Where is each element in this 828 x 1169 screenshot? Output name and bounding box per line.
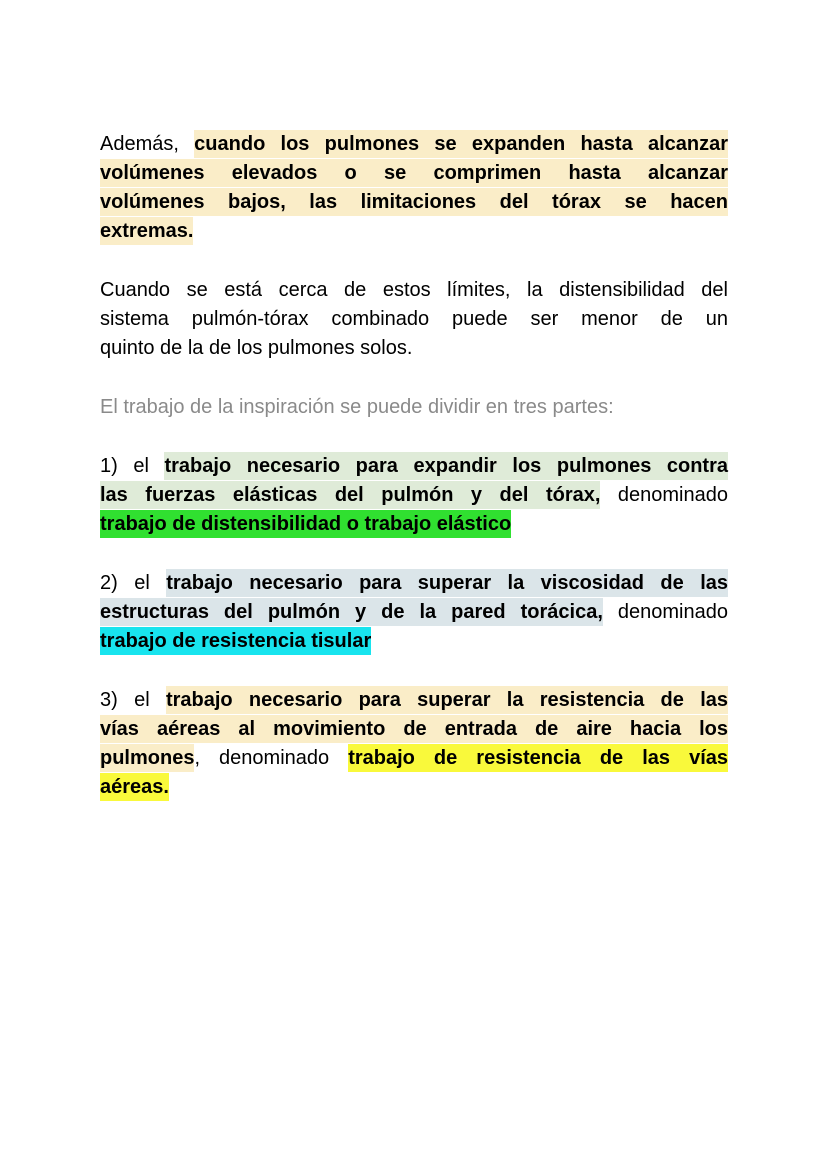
text-line <box>100 510 728 539</box>
text-segment: El trabajo de la inspiración se puede dividir en tres partes: <box>100 396 614 418</box>
text-line <box>100 393 728 422</box>
text-line <box>100 627 728 656</box>
text-line <box>100 305 728 334</box>
text-segment: 3) el <box>100 689 166 711</box>
text-segment: quinto de la de los pulmones solos. <box>100 337 413 359</box>
text-line <box>100 188 728 217</box>
text-line <box>100 569 728 598</box>
highlighted-text-palegreen: las fuerzas elásticas del pulmón y del tórax, <box>100 481 600 509</box>
text-segment: 2) el <box>100 572 167 594</box>
highlighted-text-cream: vías aéreas al movimiento de entrada de aire hacia los <box>100 715 728 743</box>
text-line <box>100 276 728 305</box>
highlighted-text-cream: extremas. <box>100 217 193 245</box>
text-segment: , denominado <box>194 747 349 769</box>
highlighted-text-cream: pulmones <box>100 744 194 772</box>
highlighted-text-cream: volúmenes elevados o se comprimen hasta alcanzar <box>100 159 728 187</box>
text-line <box>100 773 728 802</box>
list-item-3 <box>100 686 728 802</box>
text-line <box>100 217 728 246</box>
text-segment: Cuando se está cerca de estos límites, la distensibilidad del <box>100 279 728 301</box>
highlighted-text-cream: volúmenes bajos, las limitaciones del tórax se hacen <box>100 188 728 216</box>
text-segment: denominado <box>602 601 728 623</box>
highlighted-text-brightgreen: trabajo de distensibilidad o trabajo elástico <box>100 510 511 538</box>
text-line <box>100 159 728 188</box>
paragraph-intro-trabajo <box>100 393 728 422</box>
text-line <box>100 744 728 773</box>
highlighted-text-cyan: trabajo de resistencia tisular <box>100 627 371 655</box>
paragraph-limites <box>100 276 728 363</box>
text-line <box>100 130 728 159</box>
highlighted-text-palegreen: trabajo necesario para expandir los pulmones contra <box>164 452 728 480</box>
highlighted-text-cream: trabajo necesario para superar la resistencia de las <box>166 686 728 714</box>
text-segment: 1) el <box>100 455 165 477</box>
highlighted-text-paleblue: trabajo necesario para superar la viscosidad de las <box>166 569 728 597</box>
highlighted-text-paleblue: estructuras del pulmón y de la pared torácica, <box>100 598 603 626</box>
highlighted-text-yellow: aéreas. <box>100 773 169 801</box>
text-segment: Además, <box>100 133 195 155</box>
text-line <box>100 686 728 715</box>
text-line <box>100 452 728 481</box>
text-segment: denominado <box>600 484 728 506</box>
text-line <box>100 598 728 627</box>
paragraph-ademas <box>100 130 728 246</box>
list-item-1 <box>100 452 728 539</box>
highlighted-text-yellow: trabajo de resistencia de las vías <box>348 744 728 772</box>
text-line <box>100 481 728 510</box>
highlighted-text-cream: cuando los pulmones se expanden hasta alcanzar <box>194 130 728 158</box>
text-line <box>100 334 728 363</box>
text-line <box>100 715 728 744</box>
text-segment: sistema pulmón-tórax combinado puede ser menor de un <box>100 308 728 330</box>
list-item-2 <box>100 569 728 656</box>
